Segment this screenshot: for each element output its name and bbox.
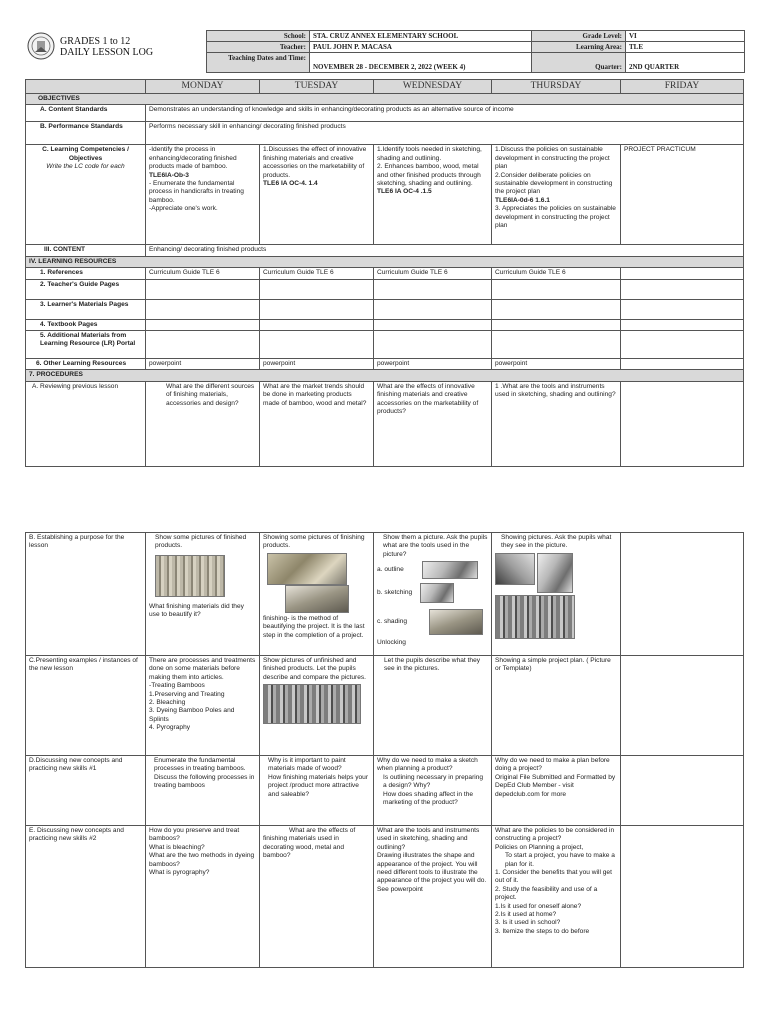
day-friday: FRIDAY: [621, 80, 744, 94]
b-thu-text: Showing pictures. Ask the pupils what they see in the picture.: [501, 534, 612, 550]
shading-photo: [429, 609, 483, 635]
comp-tue-text: 1.Discusses the effect of innovative finishing materials and creative accessories on the marketability of products.: [263, 146, 367, 179]
title-line-1: GRADES 1 to 12: [60, 36, 131, 47]
objectives-heading: OBJECTIVES: [26, 94, 744, 105]
comp-mon-text-2: - Enumerate the fundamental process in handicrafts in treating bamboo.: [149, 180, 244, 204]
competencies-friday: PROJECT PRACTICUM: [621, 145, 744, 245]
references-tuesday: Curriculum Guide TLE 6: [260, 268, 374, 279]
comp-thu-text: 1.Discuss the policies on sustainable development in constructing the project plan: [495, 146, 610, 171]
day-thursday: THURSDAY: [492, 80, 621, 94]
presenting-thursday: Showing a simple project plan. ( Picture or Template): [492, 656, 621, 756]
discussing-2-monday: [146, 826, 260, 968]
finishing-photo-2: [285, 585, 349, 613]
discussing-2-wednesday: [374, 826, 492, 968]
reviewing-tuesday: What are the market trends should be done in marketing products made of bamboo, wood and metal?: [260, 381, 374, 466]
sketching-photo: [420, 583, 454, 603]
other-resources-monday: powerpoint: [146, 359, 260, 370]
lesson-table-page-2: [25, 532, 744, 968]
comp-thu-code: TLE6IA-0d-6 1.6.1: [495, 196, 550, 204]
discussing-2-label: E. Discussing new concepts and practicing new skills #2: [26, 826, 146, 968]
header-table: [206, 30, 745, 73]
e-mon-text-3: What are the two methods in dyeing bamboos?: [149, 852, 255, 868]
comp-thu-text-2: 2.Consider deliberate policies on sustainable development in constructing the project plan: [495, 171, 613, 196]
shading-row: [377, 609, 488, 635]
b-mon-question: What finishing materials did they use to beautify it?: [149, 602, 244, 619]
treating-list-item: 4. Pyrography: [149, 724, 191, 732]
comp-mon-code: TLE6IA-Ob-3: [149, 171, 189, 179]
teacher-value: PAUL JOHN P. MACASA: [310, 42, 532, 53]
day-tuesday: TUESDAY: [260, 80, 374, 94]
references-label: 1. References: [26, 268, 146, 279]
outline-photo: [422, 561, 478, 579]
policy-list-item: 2.Is it used at home?: [495, 911, 557, 919]
references-wednesday: Curriculum Guide TLE 6: [374, 268, 492, 279]
other-resources-thursday: powerpoint: [492, 359, 621, 370]
comp-mon-text: -Identify the process in enhancing/decorating finished products made of bamboo.: [149, 146, 237, 171]
comp-tue-code: TLE6 IA OC-4. 1.4: [263, 180, 318, 188]
competencies-monday: [146, 145, 260, 245]
competencies-label-cell: [26, 145, 146, 245]
school-value: STA. CRUZ ANNEX ELEMENTARY SCHOOL: [310, 31, 532, 42]
comp-wed-text: 1.Identify tools needed in sketching, shading and outlining.: [377, 146, 482, 162]
deped-logo: [27, 32, 55, 60]
b-tue-definition: finishing- is the method of beautifying the project. It is the last step in the completion of a project.: [263, 614, 365, 639]
b-mon-text: Show some pictures of finished products.: [155, 534, 247, 550]
e-tue-text: What are the effects of finishing materials used in decorating wood, metal and bamboo?: [263, 827, 356, 860]
establishing-monday: [146, 533, 260, 656]
other-resources-tuesday: powerpoint: [260, 359, 374, 370]
discussing-1-monday: [146, 756, 260, 826]
content-standards-text: Demonstrates an understanding of knowledge and skills in enhancing/decorating products as an alternative source of income: [146, 105, 744, 122]
quarter-label: Quarter:: [532, 53, 626, 73]
additional-materials-label: 5. Additional Materials from Learning Resource (LR) Portal: [26, 331, 146, 359]
title-line-2: DAILY LESSON LOG: [60, 47, 154, 58]
other-resources-wednesday: powerpoint: [374, 359, 492, 370]
learning-area-value: TLE: [626, 42, 745, 53]
competencies-tuesday: [260, 145, 374, 245]
performance-standards-label: B. Performance Standards: [26, 122, 146, 145]
teacher-label: Teacher:: [207, 42, 310, 53]
policy-list-item: To start a project, you have to make a plan for it.: [505, 852, 615, 868]
sustainability-photo-2: [537, 553, 573, 593]
day-monday: MONDAY: [146, 80, 260, 94]
treating-list-item: 2. Bleaching: [149, 699, 186, 707]
d-thu-text: Why do we need to make a plan before doing a project?: [495, 757, 610, 773]
references-friday: [621, 268, 744, 279]
b-tue-text: Showing some pictures of finishing products.: [263, 534, 365, 550]
presenting-tuesday: [260, 656, 374, 756]
establishing-wednesday: [374, 533, 492, 656]
references-monday: Curriculum Guide TLE 6: [146, 268, 260, 279]
finishing-photo-1: [267, 553, 347, 585]
quarter-value: 2ND QUARTER: [626, 53, 745, 73]
dates-value: NOVEMBER 28 - DECEMBER 2, 2022 (WEEK 4): [310, 53, 532, 73]
teachers-guide-label: 2. Teacher's Guide Pages: [26, 279, 146, 299]
e-mon-text-4: What is pyrography?: [149, 869, 210, 877]
presenting-examples-label: C.Presenting examples / instances of the new lesson: [26, 656, 146, 756]
establishing-tuesday: [260, 533, 374, 656]
thursday-photos-row: [495, 553, 617, 593]
d-tue-text-2: How finishing materials helps your project /product more attractive and saleable?: [268, 773, 369, 798]
comp-wed-text-2: 2. Enhances bamboo, wood, metal and other finished products through sketching, shading and outlining.: [377, 163, 481, 188]
document-title: [60, 36, 153, 58]
school-label: School:: [207, 31, 310, 42]
c-tue-text: Show pictures of unfinished and finished products. Let the pupils describe and compare the pictures.: [263, 657, 366, 681]
comp-thu-text-3: 3. Appreciates the policies on sustainable development in constructing the project plan: [495, 205, 616, 230]
unlocking-label: Unlocking: [377, 639, 406, 647]
treating-list-item: -Treating Bamboos: [149, 682, 205, 690]
discussing-2-tuesday: [260, 826, 374, 968]
treating-list-item: 3. Dyeing Bamboo Poles and Splints: [149, 707, 235, 723]
discussing-1-wednesday: [374, 756, 492, 826]
c-mon-text: There are processes and treatments done on some materials before making them into articles.: [149, 657, 256, 681]
treating-list-item: 1.Preserving and Treating: [149, 690, 225, 698]
learners-materials-label: 3. Learner's Materials Pages: [26, 299, 146, 319]
establishing-purpose-label: B. Establishing a purpose for the lesson: [26, 533, 146, 656]
policy-list-item: 3. Is it used in school?: [495, 919, 561, 927]
competencies-thursday: [492, 145, 621, 245]
outline-label: a. outline: [377, 566, 404, 574]
content-text: Enhancing/ decorating finished products: [146, 245, 744, 256]
learning-resources-heading: IV. LEARNING RESOURCES: [26, 256, 744, 267]
discussing-2-thursday: [492, 826, 621, 968]
d-tue-text: Why is it important to paint materials made of wood?: [268, 757, 346, 773]
content-standards-label: A. Content Standards: [26, 105, 146, 122]
deped-club-note: Original File Submitted and Formatted by DepEd Club Member - visit depedclub.com for more: [495, 773, 616, 798]
unfinished-finished-photo: [263, 684, 361, 724]
sketching-row: [377, 583, 488, 603]
competencies-wednesday: [374, 145, 492, 245]
shading-label: c. shading: [377, 618, 408, 626]
discussing-1-tuesday: [260, 756, 374, 826]
policy-list-item: Policies on Planning a project,: [495, 843, 584, 851]
d-mon-text-2: Discuss the following processes in treating bamboos: [154, 773, 255, 790]
day-wednesday: WEDNESDAY: [374, 80, 492, 94]
other-resources-label: 6. Other Learning Resources: [26, 359, 146, 370]
reviewing-thursday: 1 .What are the tools and instruments used in sketching, shading and outlining?: [492, 381, 621, 466]
lesson-table-page-1: [25, 79, 744, 467]
discussing-1-label: D.Discussing new concepts and practicing new skills #1: [26, 756, 146, 826]
grade-level-value: VI: [626, 31, 745, 42]
e-mon-text: How do you preserve and treat bamboos?: [149, 827, 240, 843]
content-label: III. CONTENT: [26, 245, 146, 256]
references-thursday: Curriculum Guide TLE 6: [492, 268, 621, 279]
e-thu-text: What are the policies to be considered in constructing a project?: [495, 827, 615, 843]
policy-list-item: 3. Itemize the steps to do before: [495, 927, 590, 935]
reviewing-wednesday: What are the effects of innovative finishing materials and creative accessories on the marketability of products?: [374, 381, 492, 466]
grade-level-label: Grade Level:: [532, 31, 626, 42]
reviewing-label: A. Reviewing previous lesson: [26, 381, 146, 466]
e-mon-text-2: What is bleaching?: [149, 843, 205, 851]
policy-list-item: 2. Study the feasibility and use of a project.: [495, 885, 598, 902]
policy-list-item: 1. Consider the benefits that you will get out of it.: [495, 869, 612, 885]
procedures-heading: 7. PROCEDURES: [26, 370, 744, 381]
b-wed-text: Show them a picture. Ask the pupils what are the tools used in the picture?: [383, 534, 488, 558]
d-wed-text-2: Is outlining necessary in preparing a design? Why?: [383, 773, 484, 790]
outline-row: [377, 561, 488, 579]
presenting-monday: [146, 656, 260, 756]
finished-products-photo: [155, 555, 225, 597]
performance-standards-text: Performs necessary skill in enhancing/ decorating finished products: [146, 122, 744, 145]
competencies-label: C. Learning Competencies / Objectives: [42, 146, 129, 162]
learning-area-label: Learning Area:: [532, 42, 626, 53]
e-wed-text-2: Drawing illustrates the shape and appearance of the project. You will need different tools to illustrate the appearance of the project you will do. See powerpoint: [377, 852, 487, 893]
dates-label: Teaching Dates and Time:: [207, 53, 310, 73]
d-wed-text-3: How does shading affect in the marketing of the product?: [383, 790, 474, 807]
textbook-pages-label: 4. Textbook Pages: [26, 319, 146, 330]
sustainability-photo-1: [495, 553, 535, 585]
comp-wed-code: TLE6 IA OC-4 .1.5: [377, 188, 432, 196]
comp-mon-text-3: -Appreciate one's work.: [149, 205, 218, 213]
competencies-note: Write the LC code for each: [46, 163, 125, 171]
presenting-wednesday: Let the pupils describe what they see in the pictures.: [374, 656, 492, 756]
sketching-label: b. sketching: [377, 589, 413, 597]
discussing-1-thursday: [492, 756, 621, 826]
e-wed-text: What are the tools and instruments used in sketching, shading and outlining?: [377, 827, 480, 851]
d-wed-text: Why do we need to make a sketch when planning a product?: [377, 757, 478, 773]
establishing-thursday: [492, 533, 621, 656]
d-mon-text: Enumerate the fundamental processes in treating bamboos.: [154, 757, 246, 773]
policy-list-item: 1.Is it used for oneself alone?: [495, 902, 582, 910]
sustainability-photo-3: [495, 595, 575, 639]
reviewing-monday: What are the different sources of finishing materials, accessories and design?: [146, 381, 260, 466]
